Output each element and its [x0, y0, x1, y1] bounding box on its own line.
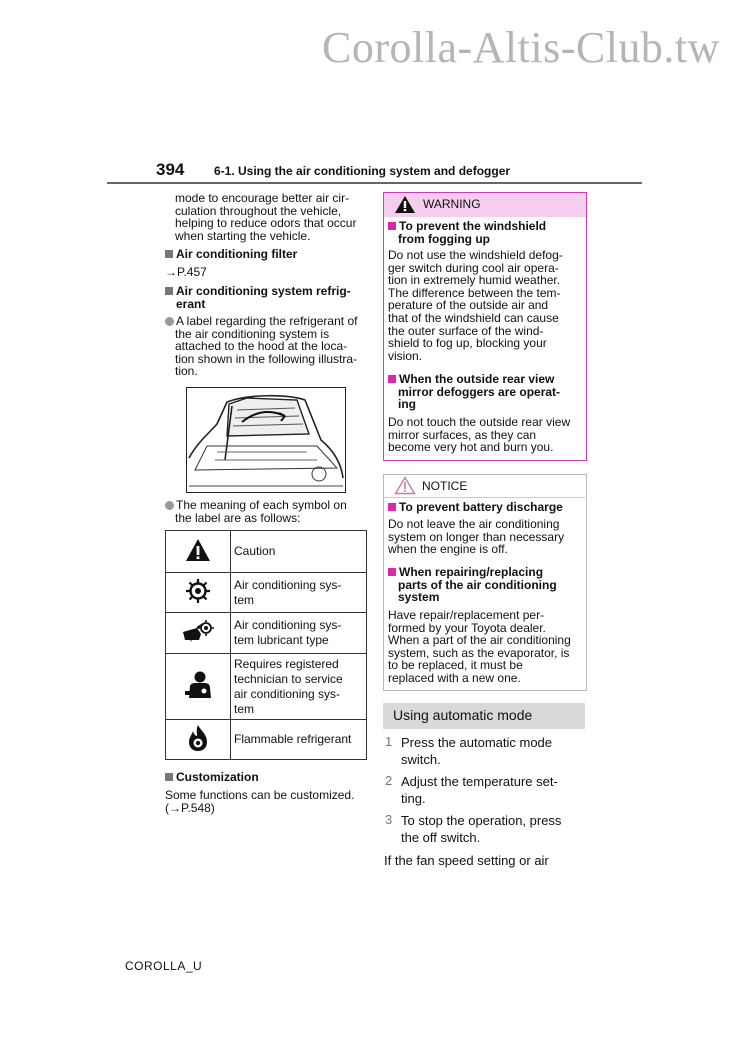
caution-triangle-icon [185, 538, 211, 562]
square-bullet-icon [165, 250, 173, 258]
header-rule [107, 182, 642, 184]
label-location-paragraph: A label regarding the refrigerant of the air conditioning system is attached to the hood at the loca- tion shown in the following illustra- tion. [165, 315, 357, 378]
registered-technician-icon [183, 670, 213, 700]
warning-label: WARNING [423, 197, 481, 211]
symbol-meaning: Requires registered technician to service air conditioning sys- tem [231, 654, 367, 720]
table-row [166, 654, 367, 720]
circle-bullet-icon [165, 317, 174, 326]
customization-text: Some functions can be customized. (→P.548) [165, 788, 355, 815]
hood-label-illustration [186, 387, 346, 493]
notice-heading-battery: To prevent battery discharge [388, 501, 563, 514]
square-bullet-icon [388, 375, 396, 383]
table-row [166, 613, 367, 654]
notice-triangle-icon [394, 476, 416, 495]
filter-page-link[interactable]: →P.457 [165, 265, 207, 279]
customization-page-link[interactable]: (→P.548) [165, 800, 215, 815]
notice-heading-repair: When repairing/replacing parts of the air conditioning system [388, 566, 557, 604]
square-bullet-icon [165, 773, 173, 781]
filter-heading: Air conditioning filter [165, 248, 297, 261]
table-row [166, 573, 367, 613]
circle-bullet-icon [165, 501, 174, 510]
watermark: Corolla-Altis-Club.tw [322, 23, 720, 72]
ac-system-icon [185, 578, 211, 604]
warning-triangle-icon [394, 195, 416, 214]
table-row [166, 720, 367, 760]
square-bullet-icon [388, 503, 396, 511]
notice-text-battery: Do not leave the air conditioning system on longer than necessary when the engine is off. [388, 517, 565, 557]
customization-heading: Customization [165, 771, 259, 784]
symbol-table [165, 530, 367, 760]
symbol-meaning: Caution [231, 531, 367, 573]
symbol-meaning-paragraph: The meaning of each symbol on the label are as follows: [165, 499, 347, 524]
symbol-meaning: Flammable refrigerant [231, 720, 367, 760]
notice-label: NOTICE [422, 479, 468, 493]
table-row [166, 531, 367, 573]
warning-text-mirror: Do not touch the outside rear view mirror surfaces, as they can become very hot and burn you. [388, 415, 571, 455]
trailing-text: If the fan speed setting or air [384, 853, 549, 868]
symbol-meaning: Air conditioning sys- tem lubricant type [231, 613, 367, 654]
automatic-mode-heading: Using automatic mode [393, 707, 533, 723]
warning-heading-mirror: When the outside rear view mirror defoggers are operat- ing [388, 373, 560, 411]
notice-text-repair: Have repair/replacement per- formed by your Toyota dealer. When a part of the air conditioning system, such as the evaporator, is to be replaced, it must be replaced with a new one. [388, 608, 571, 685]
square-bullet-icon [388, 568, 396, 576]
notice-divider [384, 497, 585, 498]
footer-model-code: COROLLA_U [125, 959, 203, 973]
warning-text-windshield: Do not use the windshield defog- ger switch during cool air opera- tion in extremely humid weather. The difference between the tem- perature of the outside air and that of the windshield can cause the outer surface of the wind- shield to fog up, blocking your vision. [388, 248, 563, 363]
symbol-meaning: Air conditioning sys- tem [231, 573, 367, 613]
warning-heading-windshield: To prevent the windshield from fogging up [388, 220, 546, 245]
intro-paragraph: mode to encourage better air cir- culation throughout the vehicle, helping to reduce odors that occur when starting the vehicle. [175, 191, 357, 243]
refrigerant-heading: Air conditioning system refrig- erant [165, 285, 351, 310]
flammable-icon [186, 724, 210, 752]
square-bullet-icon [165, 287, 173, 295]
square-bullet-icon [388, 222, 396, 230]
section-title: 6-1. Using the air conditioning system and defogger [214, 164, 511, 178]
ac-lubricant-icon [181, 618, 215, 644]
page-number: 394 [156, 160, 185, 179]
